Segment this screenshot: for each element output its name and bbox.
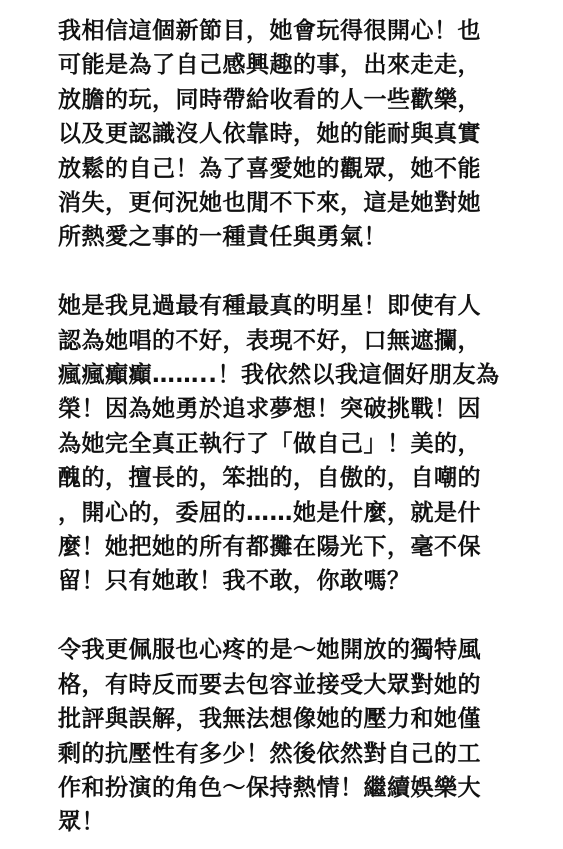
text-line: 作和扮演的角色～保持熱情！繼續娛樂大 — [58, 774, 481, 801]
text-line: 榮！因為她勇於追求夢想！突破挑戰！因 — [58, 396, 481, 423]
text-line: 我相信這個新節目，她會玩得很開心！也 — [58, 18, 481, 44]
text-line: 格，有時反而要去包容並接受大眾對她的 — [58, 671, 481, 698]
text-line: 放膽的玩，同時帶給收看的人一些歡樂， — [58, 86, 481, 113]
text-line: 可能是為了自己感興趣的事，出來走走， — [58, 52, 481, 79]
text-line: 放鬆的自己！為了喜愛她的觀眾，她不能 — [58, 155, 481, 182]
text-line: 她是我見過最有種最真的明星！即使有人 — [58, 293, 481, 320]
text-line: 醜的，擅長的，笨拙的，自傲的，自嘲的 — [58, 465, 481, 492]
text-line: 批評與誤解，我無法想像她的壓力和她僅 — [58, 706, 481, 733]
text-line: 眾！ — [58, 809, 105, 836]
text-line: 瘋瘋癲癲……..！我依然以我這個好朋友為 — [58, 362, 500, 389]
text-line: 麼！她把她的所有都攤在陽光下，毫不保 — [58, 534, 481, 561]
text-line: 為她完全真正執行了「做自己」！美的， — [58, 430, 481, 457]
text-line: 以及更認識沒人依靠時，她的能耐與真實 — [58, 121, 481, 148]
text-line: 留！只有她敢！我不敢，你敢嗎？ — [58, 568, 411, 595]
text-line: 剩的抗壓性有多少！然後依然對自己的工 — [58, 740, 481, 767]
paragraph-1 — [58, 14, 508, 255]
text-line: 消失，更何況她也閒不下來，這是她對她 — [58, 190, 481, 217]
paragraph-3 — [58, 633, 508, 839]
text-line: 所熱愛之事的一種責任與勇氣！ — [58, 224, 387, 251]
text-line: ，開心的，委屈的……她是什麼，就是什 — [58, 499, 481, 526]
text-line: 令我更佩服也心疼的是～她開放的獨特風 — [58, 637, 481, 664]
article-body — [58, 14, 508, 840]
text-line: 認為她唱的不好，表現不好，口無遮攔， — [58, 327, 481, 354]
paragraph-2 — [58, 289, 508, 599]
